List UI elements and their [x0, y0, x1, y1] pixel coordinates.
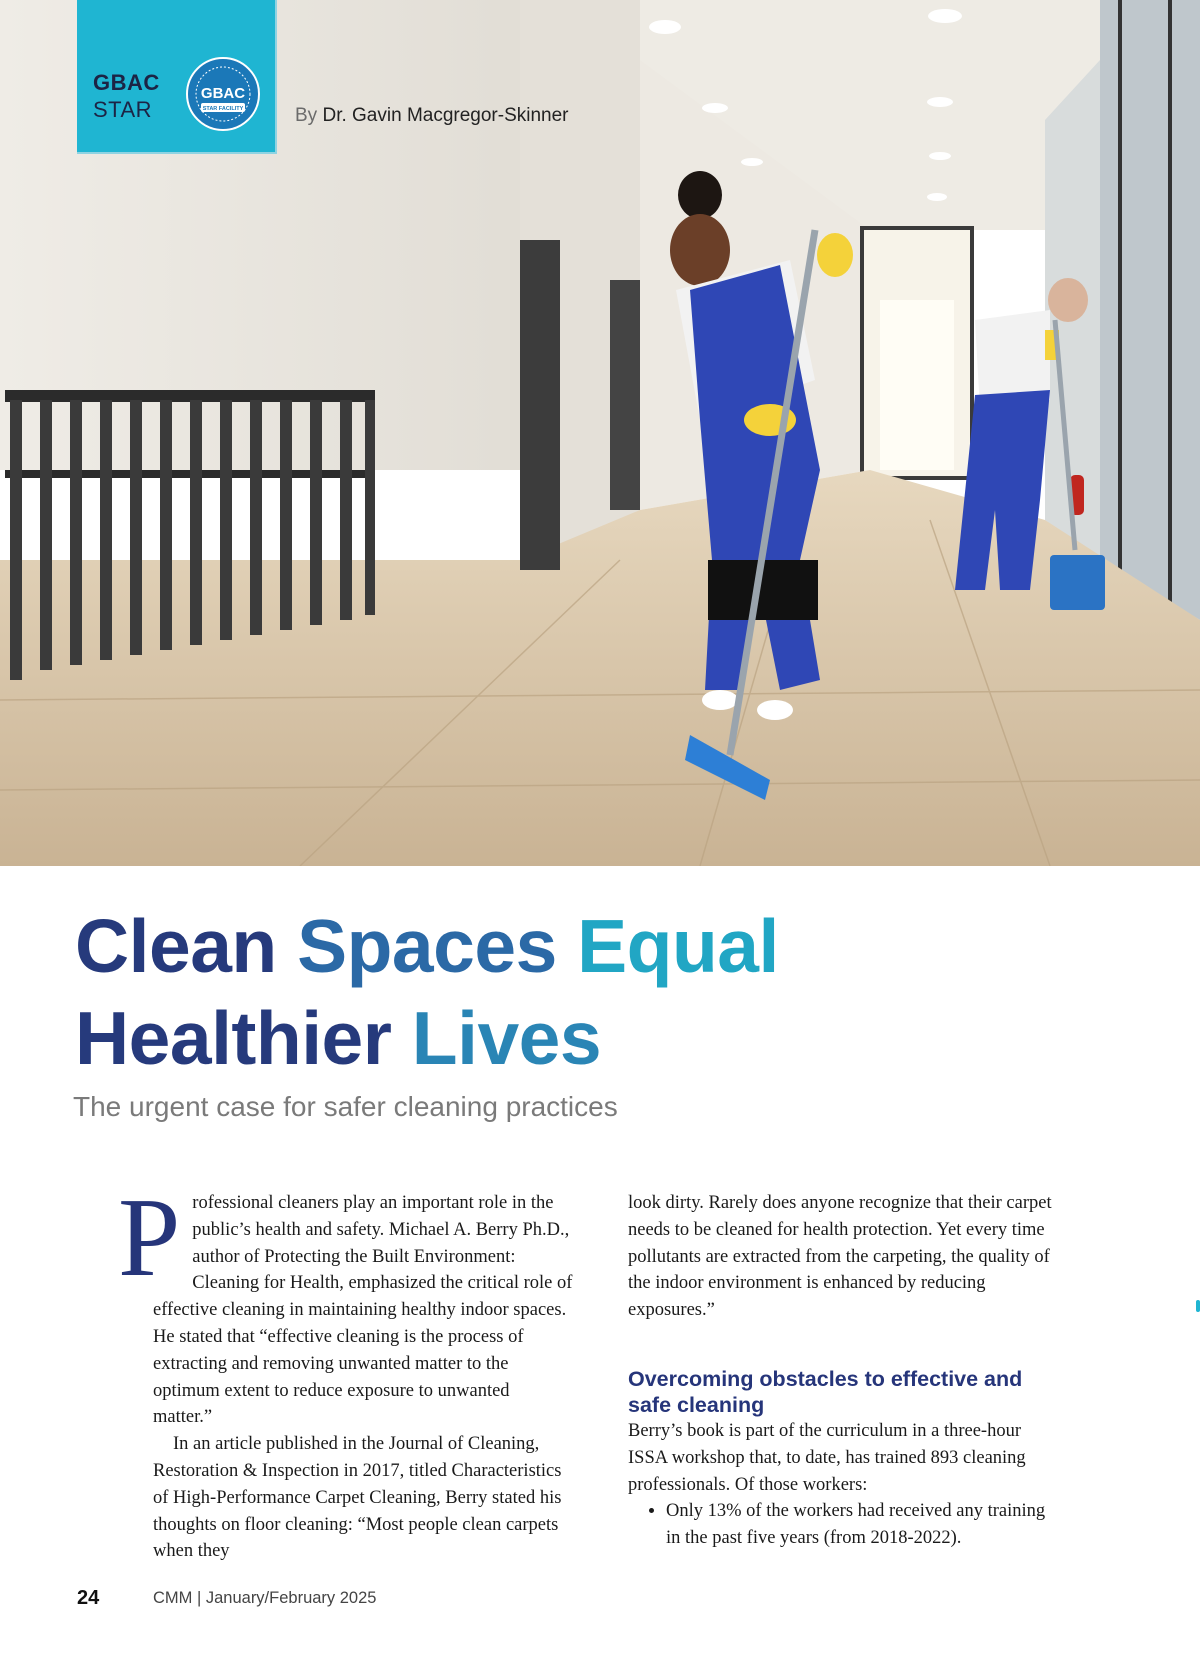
- byline-prefix: By: [295, 105, 318, 126]
- badge-line-2: STAR: [93, 97, 153, 122]
- list-item: • Only 13% of the workers had received any training in the past five years (from 2018-2022).: [666, 1498, 1058, 1552]
- article-title: [75, 900, 779, 1084]
- body-column-right: [628, 1190, 1058, 1552]
- drop-cap: P: [118, 1176, 181, 1300]
- title-word: Equal: [577, 904, 779, 988]
- byline-author: Dr. Gavin Macgregor-Skinner: [322, 105, 569, 126]
- section-subhead: Overcoming obstacles to effective and safe cleaning: [628, 1366, 1023, 1417]
- title-word: Healthier: [75, 996, 392, 1080]
- body-paragraph: look dirty. Rarely does anyone recognize that their carpet needs to be cleaned for health protection. Yet every time pollutants are extracted from the carpeting, the quality of the indoor environment is enhanced by reducing exposures.”: [628, 1193, 1052, 1321]
- body-paragraph: In an article published in the Journal of Cleaning, Restoration & Inspection in 2017, titled Characteristics of High-Performance Carpet Cleaning, Berry stated his thoughts on floor cleaning: “Most people clean carpets when they: [153, 1434, 562, 1562]
- seal-small-text: STAR FACILITY: [202, 106, 244, 112]
- bullet-list: [628, 1498, 1058, 1552]
- gbac-star-badge: [77, 0, 277, 154]
- edge-tab-marker: [1196, 1300, 1200, 1312]
- page-number: 24: [77, 1587, 100, 1609]
- body-paragraph: rofessional cleaners play an important role in the public’s health and safety. Michael A. Berry Ph.D., author of Protecting the Built Environment: Cleaning for Health, emphasized the critical role of effective cleaning in maintaining healthy indoor spaces. He stated that “effective cleaning is the process of extracting and removing unwanted matter to the optimum extent to reduce exposure to unwanted matter.”: [153, 1193, 573, 1428]
- seal-text: GBAC: [200, 85, 246, 102]
- badge-line-1: GBAC: [93, 70, 160, 95]
- title-word: Lives: [411, 996, 602, 1080]
- body-column-left: [118, 1176, 573, 1565]
- gbac-star-facility-seal-icon: [185, 56, 261, 132]
- publication-folio: CMM | January/February 2025: [153, 1589, 377, 1607]
- byline: [295, 105, 569, 127]
- article-subtitle: The urgent case for safer cleaning practices: [73, 1091, 618, 1122]
- title-word: Clean: [75, 904, 277, 988]
- body-paragraph: Berry’s book is part of the curriculum in a three-hour ISSA workshop that, to date, has trained 893 cleaning professionals. Of those workers:: [628, 1420, 1026, 1495]
- title-word: Spaces: [297, 904, 557, 988]
